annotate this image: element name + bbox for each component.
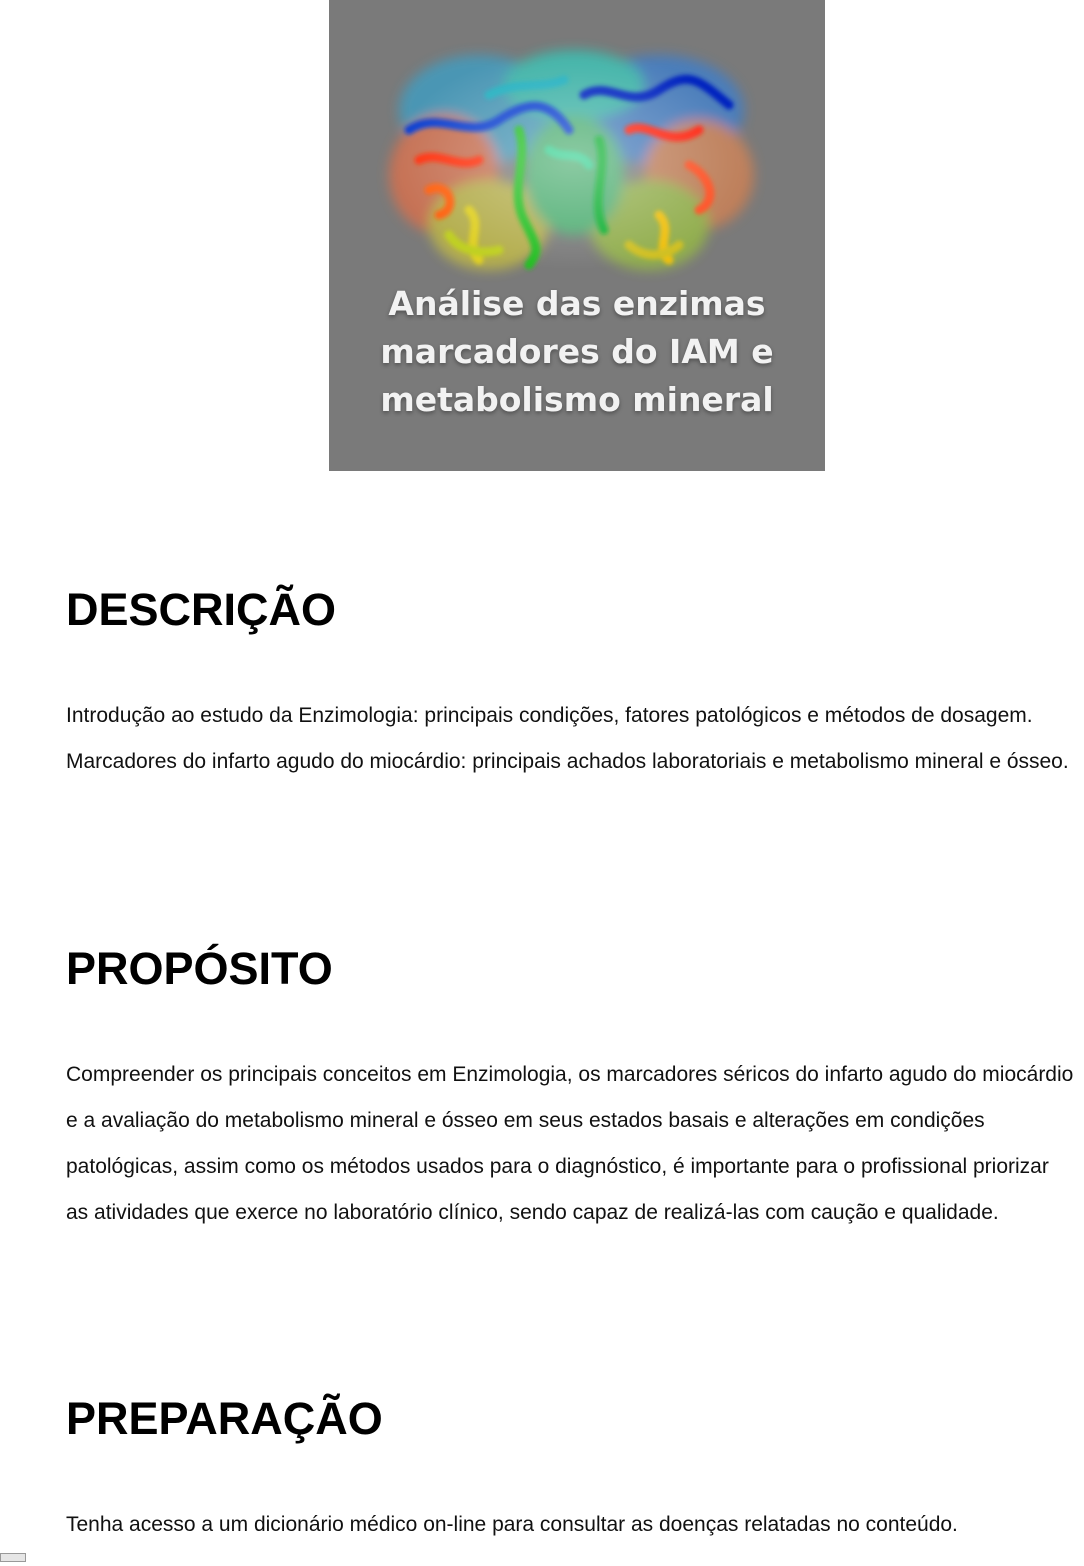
cover-title-line: Análise das enzimas bbox=[388, 284, 766, 323]
cover-title-line: marcadores do IAM e bbox=[380, 332, 774, 371]
cover-title-line: metabolismo mineral bbox=[380, 380, 774, 419]
section-heading: DESCRIÇÃO bbox=[66, 584, 337, 635]
section-heading: PROPÓSITO bbox=[66, 943, 333, 994]
section-body: Compreender os principais conceitos em Enzimologia, os marcadores séricos do infarto agudo do miocárdio e a avaliação do metabolismo mineral e ósseo em seus estados basais e alterações em condições patológicas, assim como os métodos usados para o diagnóstico, é importante para o profissional priorizar as atividades que exerce no laboratório clínico, sendo capaz de realizá-las com caução e qualidade. bbox=[66, 1063, 1074, 1224]
section-body: Tenha acesso a um dicionário médico on-line para consultar as doenças relatadas no conteúdo. bbox=[66, 1513, 958, 1536]
scroll-handle[interactable] bbox=[0, 1553, 26, 1562]
section-heading: PREPARAÇÃO bbox=[66, 1393, 383, 1444]
section-preparacao bbox=[66, 1393, 1076, 1548]
section-proposito bbox=[66, 943, 1076, 1236]
cover-title bbox=[329, 280, 825, 424]
section-body: Introdução ao estudo da Enzimologia: principais condições, fatores patológicos e métodos de dosagem. Marcadores do infarto agudo do miocárdio: principais achados laboratoriais e metabolismo mineral e ósseo. bbox=[66, 704, 1069, 773]
section-descricao bbox=[66, 584, 1076, 785]
cover-banner bbox=[329, 0, 825, 471]
